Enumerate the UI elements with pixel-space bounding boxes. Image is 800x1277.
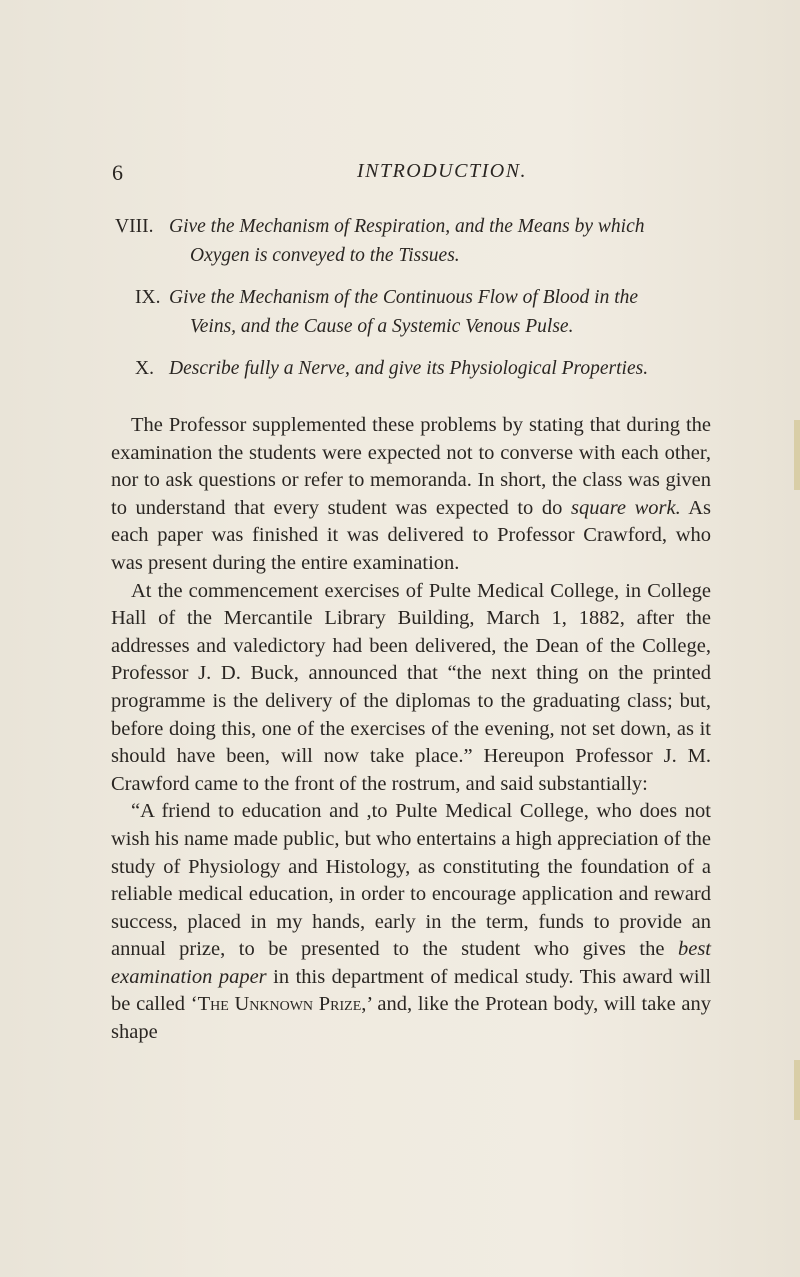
body-text xyxy=(111,412,711,1047)
small-caps-title: The Unknown Prize xyxy=(197,993,362,1016)
question-ix xyxy=(135,284,715,344)
question-line: Give the Mechanism of the Continuous Flow of Blood in the xyxy=(169,287,639,308)
question-number: X. xyxy=(135,358,154,379)
text-run: ,’ and, like the Protean body, will take any shape xyxy=(111,993,711,1044)
question-line: Give the Mechanism of Respiration, and the Means by which xyxy=(169,216,645,237)
question-line: Veins, and the Cause of a Systemic Venous Pulse. xyxy=(190,316,574,337)
page-edge-stain xyxy=(794,420,800,490)
question-number: VIII. xyxy=(115,216,154,237)
text-run: in this department of medical study. This award will be called ‘ xyxy=(111,965,711,1016)
page-number: 6 xyxy=(112,160,123,185)
paragraph: At the commencement exercises of Pulte Medical College, in College Hall of the Mercantile Library Building, March 1, 1882, after the addresses and valedictory had been delivered, the Dean of the College, Professor J. D. Buck, announced that “the next thing on the printed programme is the delivery of the diplomas to the graduating class; but, before doing this, one of the exercises of the evening, not set down, as it should have been, will now take place.” Hereupon Professor J. M. Crawford came to the front of the rostrum, and said substantially: xyxy=(111,579,711,795)
paragraph xyxy=(111,798,711,1046)
text-run: “A friend to education and ,to Pulte Medical College, who does not wish his name made public, but who entertains a high appreciation of the study of Physiology and Histology, as constituting the foundation of a reliable medical education, in order to encourage application and reward success, placed in my hands, early in the term, funds to provide an annual prize, to be presented to the student who gives the xyxy=(111,800,711,961)
running-head: INTRODUCTION. xyxy=(356,160,528,182)
question-viii xyxy=(115,213,715,273)
paragraph xyxy=(111,412,711,578)
question-line: Describe fully a Nerve, and give its Physiological Properties. xyxy=(169,358,649,379)
emphasis: best examination paper xyxy=(111,938,711,988)
page-edge-stain xyxy=(794,1060,800,1120)
text-run: The Professor supplemented these problems by stating that during the examination the students were expected not to converse with each other, nor to ask questions or refer to memoranda. In short, the class was given to understand that every student was expected to do xyxy=(111,414,711,519)
question-x xyxy=(135,355,715,385)
text-run: As each paper was finished it was delivered to Professor Crawford, who was present during the entire examination. xyxy=(111,496,712,574)
emphasis: square work. xyxy=(570,496,681,519)
question-number: IX. xyxy=(135,287,161,308)
page-header xyxy=(112,160,712,190)
question-line: Oxygen is conveyed to the Tissues. xyxy=(190,245,460,266)
